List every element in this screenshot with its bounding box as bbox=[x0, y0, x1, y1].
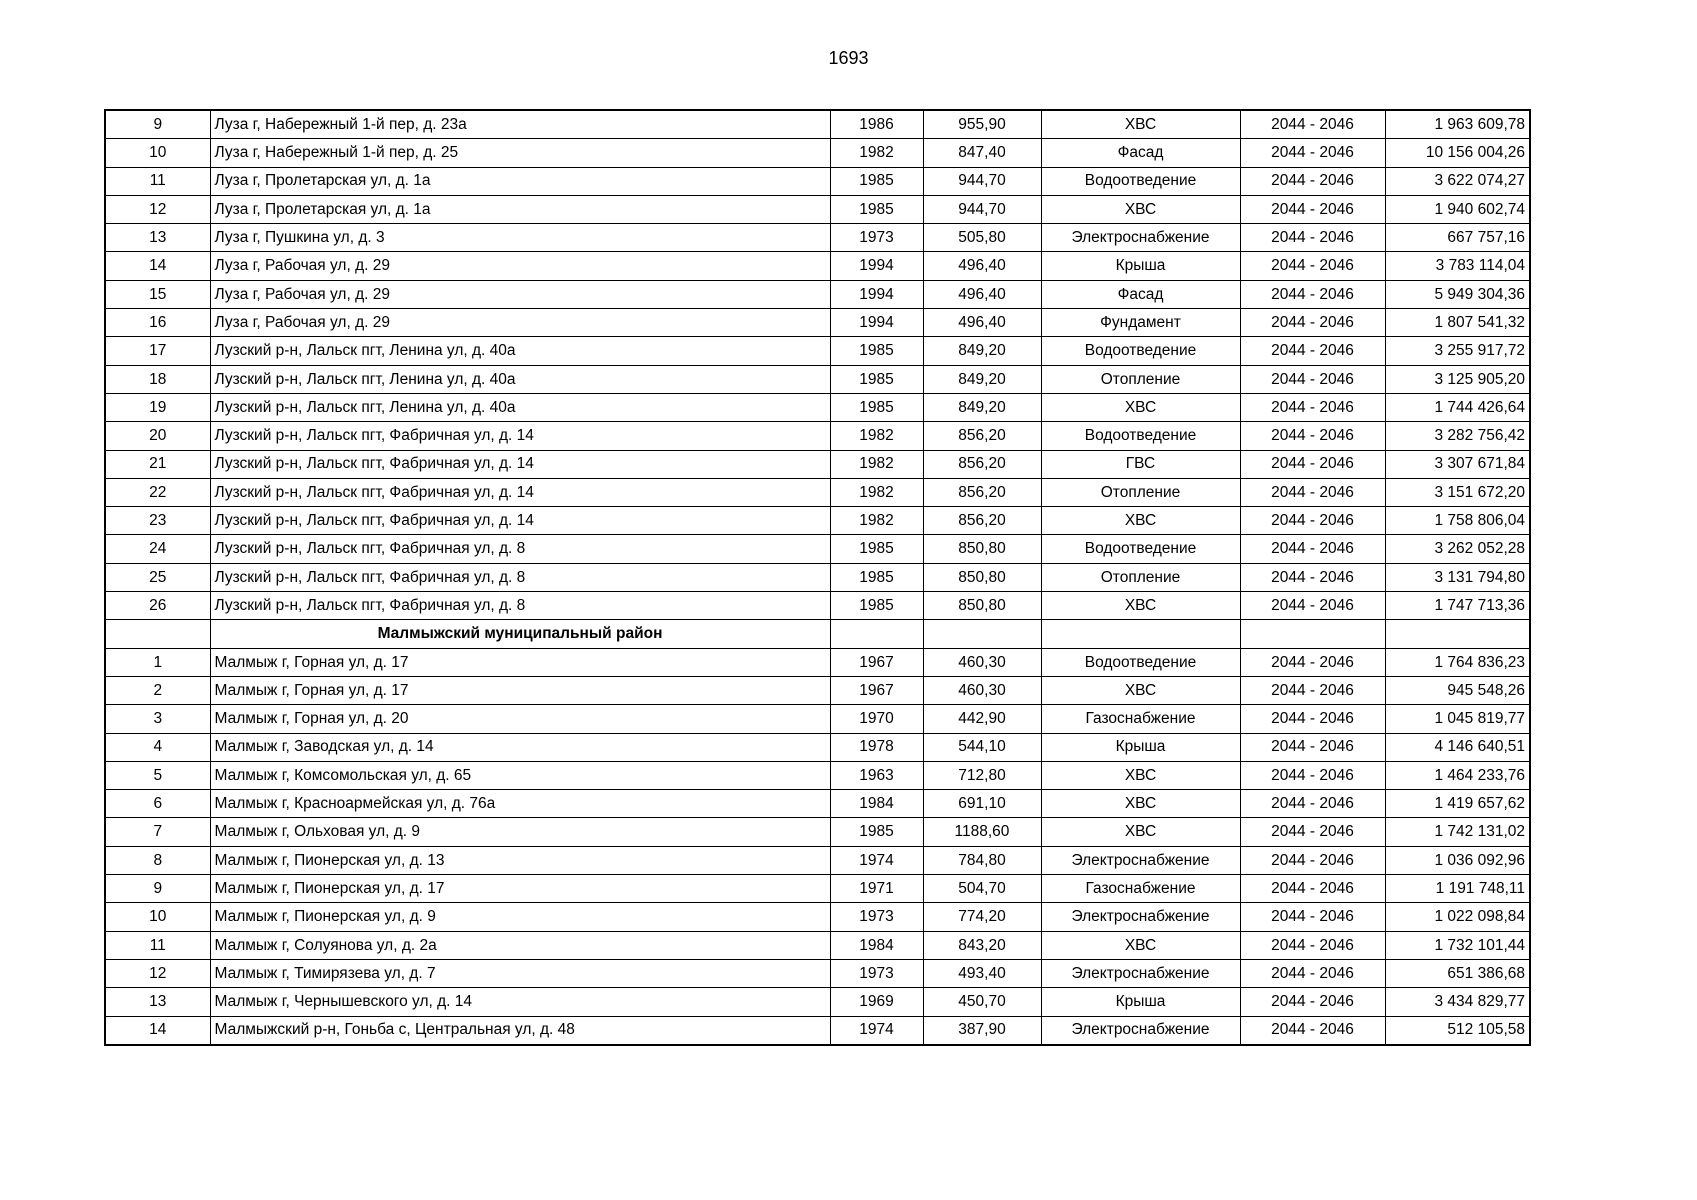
table-row bbox=[105, 224, 1530, 252]
cost-cell: 1 963 609,78 bbox=[1385, 110, 1530, 139]
row-number-cell: 5 bbox=[105, 761, 210, 789]
period-cell: 2044 - 2046 bbox=[1240, 139, 1385, 167]
build-year-cell: 1984 bbox=[830, 931, 923, 959]
cost-cell: 1 464 233,76 bbox=[1385, 761, 1530, 789]
page-number: 1693 bbox=[828, 48, 869, 68]
build-year-cell: 1973 bbox=[830, 903, 923, 931]
table-row bbox=[105, 422, 1530, 450]
address-cell: Лузский р-н, Лальск пгт, Фабричная ул, д. 8 bbox=[210, 563, 830, 591]
cost-cell: 3 131 794,80 bbox=[1385, 563, 1530, 591]
row-number-cell: 23 bbox=[105, 507, 210, 535]
row-number-cell: 3 bbox=[105, 705, 210, 733]
address-cell: Луза г, Набережный 1-й пер, д. 25 bbox=[210, 139, 830, 167]
work-type-cell: Отопление bbox=[1041, 563, 1240, 591]
period-cell: 2044 - 2046 bbox=[1240, 309, 1385, 337]
work-type-cell: ХВС bbox=[1041, 761, 1240, 789]
row-number-cell: 21 bbox=[105, 450, 210, 478]
work-type-cell: Отопление bbox=[1041, 365, 1240, 393]
address-cell: Луза г, Рабочая ул, д. 29 bbox=[210, 280, 830, 308]
period-cell: 2044 - 2046 bbox=[1240, 450, 1385, 478]
area-cell: 496,40 bbox=[923, 309, 1041, 337]
area-cell: 850,80 bbox=[923, 592, 1041, 620]
table-body bbox=[105, 110, 1530, 1045]
cost-cell: 1 419 657,62 bbox=[1385, 790, 1530, 818]
build-year-cell: 1986 bbox=[830, 110, 923, 139]
build-year-cell: 1985 bbox=[830, 592, 923, 620]
address-cell: Малмыж г, Солуянова ул, д. 2а bbox=[210, 931, 830, 959]
cost-cell: 10 156 004,26 bbox=[1385, 139, 1530, 167]
row-number-cell: 19 bbox=[105, 393, 210, 421]
work-type-cell: Электроснабжение bbox=[1041, 959, 1240, 987]
table-row bbox=[105, 535, 1530, 563]
period-cell: 2044 - 2046 bbox=[1240, 818, 1385, 846]
period-cell: 2044 - 2046 bbox=[1240, 167, 1385, 195]
build-year-cell: 1985 bbox=[830, 167, 923, 195]
cost-cell: 651 386,68 bbox=[1385, 959, 1530, 987]
cost-cell: 1 764 836,23 bbox=[1385, 648, 1530, 676]
address-cell: Малмыж г, Чернышевского ул, д. 14 bbox=[210, 988, 830, 1016]
row-number-cell: 4 bbox=[105, 733, 210, 761]
address-cell: Малмыж г, Заводская ул, д. 14 bbox=[210, 733, 830, 761]
table-row bbox=[105, 450, 1530, 478]
build-year-cell: 1978 bbox=[830, 733, 923, 761]
build-year-cell: 1967 bbox=[830, 648, 923, 676]
table-row bbox=[105, 705, 1530, 733]
period-cell: 2044 - 2046 bbox=[1240, 195, 1385, 223]
cost-cell: 1 045 819,77 bbox=[1385, 705, 1530, 733]
area-cell: 849,20 bbox=[923, 337, 1041, 365]
work-type-cell: Газоснабжение bbox=[1041, 705, 1240, 733]
period-cell: 2044 - 2046 bbox=[1240, 563, 1385, 591]
cost-cell: 3 434 829,77 bbox=[1385, 988, 1530, 1016]
build-year-cell: 1985 bbox=[830, 393, 923, 421]
work-type-cell: Электроснабжение bbox=[1041, 1016, 1240, 1045]
work-type-cell: ХВС bbox=[1041, 592, 1240, 620]
address-cell: Лузский р-н, Лальск пгт, Фабричная ул, д. 8 bbox=[210, 535, 830, 563]
address-cell: Малмыж г, Горная ул, д. 17 bbox=[210, 648, 830, 676]
work-type-cell: ХВС bbox=[1041, 931, 1240, 959]
cost-cell: 1 036 092,96 bbox=[1385, 846, 1530, 874]
address-cell: Малмыж г, Горная ул, д. 17 bbox=[210, 676, 830, 704]
row-number-cell: 20 bbox=[105, 422, 210, 450]
work-type-cell: Водоотведение bbox=[1041, 648, 1240, 676]
build-year-cell: 1985 bbox=[830, 563, 923, 591]
period-cell: 2044 - 2046 bbox=[1240, 337, 1385, 365]
cost-cell: 1 747 713,36 bbox=[1385, 592, 1530, 620]
section-header-row bbox=[105, 620, 1530, 648]
work-type-cell: Водоотведение bbox=[1041, 535, 1240, 563]
period-cell: 2044 - 2046 bbox=[1240, 110, 1385, 139]
period-cell: 2044 - 2046 bbox=[1240, 705, 1385, 733]
cost-cell: 1 742 131,02 bbox=[1385, 818, 1530, 846]
area-cell: 843,20 bbox=[923, 931, 1041, 959]
row-number-cell: 15 bbox=[105, 280, 210, 308]
area-cell: 944,70 bbox=[923, 167, 1041, 195]
address-cell: Малмыж г, Комсомольская ул, д. 65 bbox=[210, 761, 830, 789]
area-cell: 493,40 bbox=[923, 959, 1041, 987]
period-cell: 2044 - 2046 bbox=[1240, 478, 1385, 506]
work-type-cell: ХВС bbox=[1041, 818, 1240, 846]
period-cell: 2044 - 2046 bbox=[1240, 790, 1385, 818]
cost-cell: 3 282 756,42 bbox=[1385, 422, 1530, 450]
table-row bbox=[105, 846, 1530, 874]
period-cell: 2044 - 2046 bbox=[1240, 988, 1385, 1016]
build-year-cell: 1970 bbox=[830, 705, 923, 733]
cost-cell: 3 151 672,20 bbox=[1385, 478, 1530, 506]
build-year-cell: 1982 bbox=[830, 450, 923, 478]
area-cell: 784,80 bbox=[923, 846, 1041, 874]
table-row bbox=[105, 110, 1530, 139]
build-year-cell bbox=[830, 620, 923, 648]
area-cell bbox=[923, 620, 1041, 648]
row-number-cell bbox=[105, 620, 210, 648]
row-number-cell: 14 bbox=[105, 1016, 210, 1045]
area-cell: 944,70 bbox=[923, 195, 1041, 223]
period-cell: 2044 - 2046 bbox=[1240, 733, 1385, 761]
build-year-cell: 1974 bbox=[830, 1016, 923, 1045]
table-row bbox=[105, 648, 1530, 676]
cost-cell: 1 807 541,32 bbox=[1385, 309, 1530, 337]
cost-cell: 1 940 602,74 bbox=[1385, 195, 1530, 223]
period-cell: 2044 - 2046 bbox=[1240, 365, 1385, 393]
cost-cell: 945 548,26 bbox=[1385, 676, 1530, 704]
row-number-cell: 10 bbox=[105, 903, 210, 931]
address-cell: Лузский р-н, Лальск пгт, Фабричная ул, д. 14 bbox=[210, 507, 830, 535]
period-cell: 2044 - 2046 bbox=[1240, 507, 1385, 535]
address-cell: Луза г, Рабочая ул, д. 29 bbox=[210, 309, 830, 337]
row-number-cell: 1 bbox=[105, 648, 210, 676]
area-cell: 856,20 bbox=[923, 422, 1041, 450]
work-type-cell: Крыша bbox=[1041, 733, 1240, 761]
work-type-cell: Электроснабжение bbox=[1041, 224, 1240, 252]
address-cell: Малмыж г, Пионерская ул, д. 13 bbox=[210, 846, 830, 874]
row-number-cell: 6 bbox=[105, 790, 210, 818]
row-number-cell: 22 bbox=[105, 478, 210, 506]
area-cell: 1188,60 bbox=[923, 818, 1041, 846]
build-year-cell: 1994 bbox=[830, 280, 923, 308]
period-cell: 2044 - 2046 bbox=[1240, 1016, 1385, 1045]
row-number-cell: 12 bbox=[105, 195, 210, 223]
cost-cell: 512 105,58 bbox=[1385, 1016, 1530, 1045]
period-cell: 2044 - 2046 bbox=[1240, 648, 1385, 676]
build-year-cell: 1984 bbox=[830, 790, 923, 818]
build-year-cell: 1985 bbox=[830, 818, 923, 846]
row-number-cell: 9 bbox=[105, 875, 210, 903]
area-cell: 544,10 bbox=[923, 733, 1041, 761]
address-cell: Малмыж г, Тимирязева ул, д. 7 bbox=[210, 959, 830, 987]
period-cell: 2044 - 2046 bbox=[1240, 252, 1385, 280]
address-cell: Лузский р-н, Лальск пгт, Фабричная ул, д. 8 bbox=[210, 592, 830, 620]
table-row bbox=[105, 309, 1530, 337]
area-cell: 774,20 bbox=[923, 903, 1041, 931]
row-number-cell: 14 bbox=[105, 252, 210, 280]
area-cell: 849,20 bbox=[923, 393, 1041, 421]
row-number-cell: 11 bbox=[105, 931, 210, 959]
area-cell: 504,70 bbox=[923, 875, 1041, 903]
work-type-cell: Электроснабжение bbox=[1041, 846, 1240, 874]
work-type-cell: Фасад bbox=[1041, 139, 1240, 167]
area-cell: 496,40 bbox=[923, 252, 1041, 280]
row-number-cell: 2 bbox=[105, 676, 210, 704]
address-cell: Лузский р-н, Лальск пгт, Ленина ул, д. 40а bbox=[210, 393, 830, 421]
build-year-cell: 1982 bbox=[830, 478, 923, 506]
build-year-cell: 1974 bbox=[830, 846, 923, 874]
row-number-cell: 13 bbox=[105, 224, 210, 252]
area-cell: 387,90 bbox=[923, 1016, 1041, 1045]
cost-cell: 3 783 114,04 bbox=[1385, 252, 1530, 280]
address-cell: Малмыж г, Ольховая ул, д. 9 bbox=[210, 818, 830, 846]
cost-cell: 3 622 074,27 bbox=[1385, 167, 1530, 195]
area-cell: 460,30 bbox=[923, 648, 1041, 676]
table-row bbox=[105, 931, 1530, 959]
area-cell: 850,80 bbox=[923, 535, 1041, 563]
address-cell: Луза г, Пушкина ул, д. 3 bbox=[210, 224, 830, 252]
build-year-cell: 1969 bbox=[830, 988, 923, 1016]
row-number-cell: 8 bbox=[105, 846, 210, 874]
cost-cell: 3 262 052,28 bbox=[1385, 535, 1530, 563]
build-year-cell: 1973 bbox=[830, 959, 923, 987]
build-year-cell: 1982 bbox=[830, 139, 923, 167]
build-year-cell: 1985 bbox=[830, 365, 923, 393]
row-number-cell: 11 bbox=[105, 167, 210, 195]
address-cell: Малмыж г, Пионерская ул, д. 9 bbox=[210, 903, 830, 931]
table-row bbox=[105, 563, 1530, 591]
work-type-cell: Водоотведение bbox=[1041, 167, 1240, 195]
work-type-cell: ГВС bbox=[1041, 450, 1240, 478]
table-row bbox=[105, 959, 1530, 987]
period-cell: 2044 - 2046 bbox=[1240, 761, 1385, 789]
area-cell: 856,20 bbox=[923, 507, 1041, 535]
area-cell: 496,40 bbox=[923, 280, 1041, 308]
area-cell: 849,20 bbox=[923, 365, 1041, 393]
period-cell: 2044 - 2046 bbox=[1240, 535, 1385, 563]
work-type-cell: Фасад bbox=[1041, 280, 1240, 308]
table-row bbox=[105, 818, 1530, 846]
cost-cell: 3 307 671,84 bbox=[1385, 450, 1530, 478]
work-type-cell: Газоснабжение bbox=[1041, 875, 1240, 903]
cost-cell: 1 191 748,11 bbox=[1385, 875, 1530, 903]
table-row bbox=[105, 252, 1530, 280]
address-cell: Лузский р-н, Лальск пгт, Фабричная ул, д. 14 bbox=[210, 478, 830, 506]
address-cell: Малмыж г, Красноармейская ул, д. 76а bbox=[210, 790, 830, 818]
period-cell: 2044 - 2046 bbox=[1240, 393, 1385, 421]
work-type-cell: ХВС bbox=[1041, 507, 1240, 535]
row-number-cell: 10 bbox=[105, 139, 210, 167]
work-type-cell: Водоотведение bbox=[1041, 422, 1240, 450]
row-number-cell: 26 bbox=[105, 592, 210, 620]
work-type-cell: ХВС bbox=[1041, 393, 1240, 421]
table-row bbox=[105, 733, 1530, 761]
work-type-cell: ХВС bbox=[1041, 676, 1240, 704]
period-cell: 2044 - 2046 bbox=[1240, 903, 1385, 931]
cost-cell bbox=[1385, 620, 1530, 648]
cost-cell: 1 732 101,44 bbox=[1385, 931, 1530, 959]
address-cell: Луза г, Набережный 1-й пер, д. 23а bbox=[210, 110, 830, 139]
row-number-cell: 16 bbox=[105, 309, 210, 337]
build-year-cell: 1973 bbox=[830, 224, 923, 252]
address-cell: Луза г, Пролетарская ул, д. 1а bbox=[210, 167, 830, 195]
row-number-cell: 18 bbox=[105, 365, 210, 393]
cost-cell: 3 125 905,20 bbox=[1385, 365, 1530, 393]
area-cell: 691,10 bbox=[923, 790, 1041, 818]
address-cell: Малмыж г, Горная ул, д. 20 bbox=[210, 705, 830, 733]
table-row bbox=[105, 875, 1530, 903]
build-year-cell: 1982 bbox=[830, 422, 923, 450]
cost-cell: 1 022 098,84 bbox=[1385, 903, 1530, 931]
build-year-cell: 1985 bbox=[830, 195, 923, 223]
period-cell: 2044 - 2046 bbox=[1240, 959, 1385, 987]
work-type-cell bbox=[1041, 620, 1240, 648]
area-cell: 450,70 bbox=[923, 988, 1041, 1016]
period-cell: 2044 - 2046 bbox=[1240, 676, 1385, 704]
table-row bbox=[105, 592, 1530, 620]
build-year-cell: 1985 bbox=[830, 535, 923, 563]
address-cell: Малмыжский р-н, Гоньба с, Центральная ул, д. 48 bbox=[210, 1016, 830, 1045]
cost-cell: 1 758 806,04 bbox=[1385, 507, 1530, 535]
build-year-cell: 1994 bbox=[830, 252, 923, 280]
row-number-cell: 24 bbox=[105, 535, 210, 563]
address-cell: Луза г, Рабочая ул, д. 29 bbox=[210, 252, 830, 280]
work-type-cell: ХВС bbox=[1041, 790, 1240, 818]
build-year-cell: 1982 bbox=[830, 507, 923, 535]
table-row bbox=[105, 903, 1530, 931]
area-cell: 856,20 bbox=[923, 450, 1041, 478]
table-row bbox=[105, 167, 1530, 195]
row-number-cell: 25 bbox=[105, 563, 210, 591]
work-type-cell: Крыша bbox=[1041, 252, 1240, 280]
address-cell: Малмыж г, Пионерская ул, д. 17 bbox=[210, 875, 830, 903]
cost-cell: 1 744 426,64 bbox=[1385, 393, 1530, 421]
table-row bbox=[105, 1016, 1530, 1045]
work-type-cell: Водоотведение bbox=[1041, 337, 1240, 365]
area-cell: 850,80 bbox=[923, 563, 1041, 591]
table-row bbox=[105, 790, 1530, 818]
area-cell: 505,80 bbox=[923, 224, 1041, 252]
table-row bbox=[105, 195, 1530, 223]
work-type-cell: ХВС bbox=[1041, 195, 1240, 223]
build-year-cell: 1985 bbox=[830, 337, 923, 365]
row-number-cell: 12 bbox=[105, 959, 210, 987]
row-number-cell: 17 bbox=[105, 337, 210, 365]
cost-cell: 4 146 640,51 bbox=[1385, 733, 1530, 761]
table-row bbox=[105, 478, 1530, 506]
cost-cell: 5 949 304,36 bbox=[1385, 280, 1530, 308]
area-cell: 712,80 bbox=[923, 761, 1041, 789]
work-type-cell: ХВС bbox=[1041, 110, 1240, 139]
area-cell: 955,90 bbox=[923, 110, 1041, 139]
period-cell: 2044 - 2046 bbox=[1240, 875, 1385, 903]
area-cell: 847,40 bbox=[923, 139, 1041, 167]
period-cell: 2044 - 2046 bbox=[1240, 931, 1385, 959]
period-cell: 2044 - 2046 bbox=[1240, 224, 1385, 252]
cost-cell: 667 757,16 bbox=[1385, 224, 1530, 252]
address-cell: Луза г, Пролетарская ул, д. 1а bbox=[210, 195, 830, 223]
work-type-cell: Отопление bbox=[1041, 478, 1240, 506]
row-number-cell: 13 bbox=[105, 988, 210, 1016]
address-cell: Лузский р-н, Лальск пгт, Фабричная ул, д. 14 bbox=[210, 450, 830, 478]
build-year-cell: 1967 bbox=[830, 676, 923, 704]
period-cell: 2044 - 2046 bbox=[1240, 592, 1385, 620]
address-cell: Лузский р-н, Лальск пгт, Ленина ул, д. 40а bbox=[210, 365, 830, 393]
table-row bbox=[105, 988, 1530, 1016]
row-number-cell: 7 bbox=[105, 818, 210, 846]
work-type-cell: Крыша bbox=[1041, 988, 1240, 1016]
build-year-cell: 1963 bbox=[830, 761, 923, 789]
build-year-cell: 1971 bbox=[830, 875, 923, 903]
period-cell: 2044 - 2046 bbox=[1240, 422, 1385, 450]
table-row bbox=[105, 337, 1530, 365]
table-row bbox=[105, 393, 1530, 421]
address-cell: Лузский р-н, Лальск пгт, Ленина ул, д. 40а bbox=[210, 337, 830, 365]
period-cell: 2044 - 2046 bbox=[1240, 846, 1385, 874]
table-row bbox=[105, 761, 1530, 789]
table-row bbox=[105, 139, 1530, 167]
cost-cell: 3 255 917,72 bbox=[1385, 337, 1530, 365]
area-cell: 442,90 bbox=[923, 705, 1041, 733]
work-type-cell: Фундамент bbox=[1041, 309, 1240, 337]
period-cell bbox=[1240, 620, 1385, 648]
table-row bbox=[105, 507, 1530, 535]
section-title: Малмыжский муниципальный район bbox=[210, 620, 830, 648]
address-cell: Лузский р-н, Лальск пгт, Фабричная ул, д. 14 bbox=[210, 422, 830, 450]
row-number-cell: 9 bbox=[105, 110, 210, 139]
build-year-cell: 1994 bbox=[830, 309, 923, 337]
housing-repair-table bbox=[104, 109, 1531, 1046]
work-type-cell: Электроснабжение bbox=[1041, 903, 1240, 931]
table-row bbox=[105, 676, 1530, 704]
period-cell: 2044 - 2046 bbox=[1240, 280, 1385, 308]
area-cell: 460,30 bbox=[923, 676, 1041, 704]
table-row bbox=[105, 280, 1530, 308]
area-cell: 856,20 bbox=[923, 478, 1041, 506]
table-row bbox=[105, 365, 1530, 393]
